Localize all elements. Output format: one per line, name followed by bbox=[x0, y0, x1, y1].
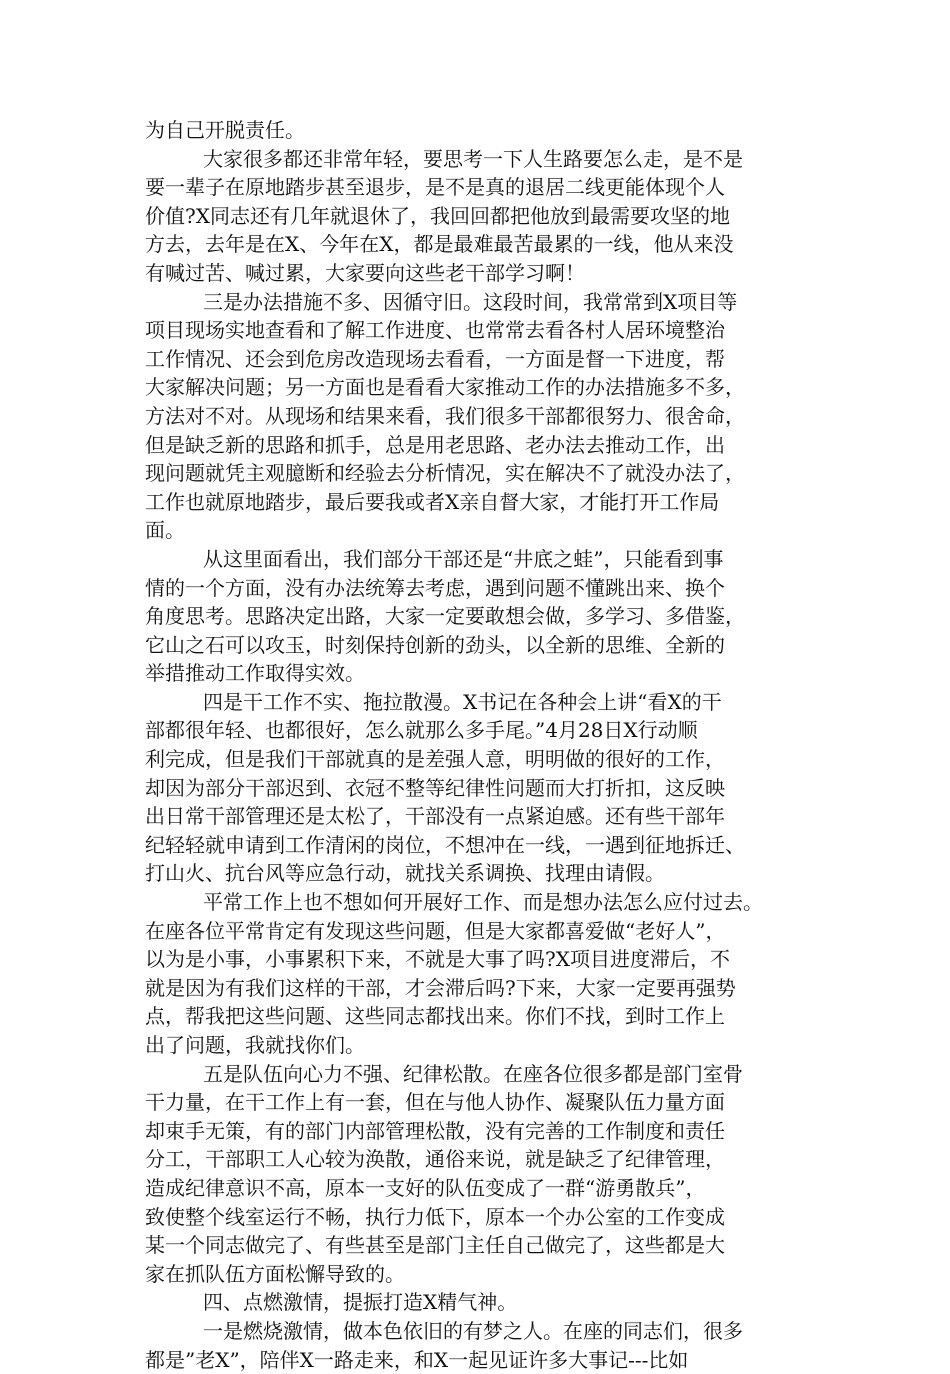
document-body bbox=[145, 116, 809, 1374]
text-line: 举措推动工作取得实效。 bbox=[145, 661, 365, 686]
text-line: 部都很年轻、也都很好，怎么就那么多手尾。”4月28日X行动顺 bbox=[145, 718, 698, 743]
text-line: 角度思考。思路决定出路，大家一定要敢想会做，多学习、多借鉴， bbox=[145, 604, 745, 629]
section-heading: 四、点燃激情，提振打造X精气神。 bbox=[203, 1290, 518, 1315]
text-line: 却因为部分干部迟到、衣冠不整等纪律性问题而大打折扣，这反映 bbox=[145, 775, 725, 800]
paragraph-start-line: 平常工作上也不想如何开展好工作、而是想办法怎么应付过去。 bbox=[203, 890, 763, 915]
text-line: 却束手无策，有的部门内部管理松散，没有完善的工作制度和责任 bbox=[145, 1118, 725, 1143]
text-line: 致使整个线室运行不畅，执行力低下，原本一个办公室的工作变成 bbox=[145, 1204, 725, 1229]
text-line: 点，帮我把这些问题、这些同志都找出来。你们不找，到时工作上 bbox=[145, 1004, 725, 1029]
text-line: 家在抓队伍方面松懈导致的。 bbox=[145, 1261, 405, 1286]
text-line: 大家解决问题；另一方面也是看看大家推动工作的办法措施多不多， bbox=[145, 375, 745, 400]
text-line: 现问题就凭主观臆断和经验去分析情况，实在解决不了就没办法了， bbox=[145, 461, 745, 486]
text-line: 打山火、抗台风等应急行动，就找关系调换、找理由请假。 bbox=[145, 861, 665, 886]
paragraph-start-line: 从这里面看出，我们部分干部还是“井底之蛙”，只能看到事 bbox=[203, 546, 724, 571]
text-line: 出日常干部管理还是太松了，干部没有一点紧迫感。还有些干部年 bbox=[145, 804, 725, 829]
text-line: 情的一个方面，没有办法统筹去考虑，遇到问题不懂跳出来、换个 bbox=[145, 575, 725, 600]
text-line: 利完成，但是我们干部就真的是差强人意，明明做的很好的工作， bbox=[145, 747, 725, 772]
text-line: 工作情况、还会到危房改造现场去看看，一方面是督一下进度，帮 bbox=[145, 346, 725, 371]
paragraph-start-line: 大家很多都还非常年轻，要思考一下人生路要怎么走，是不是 bbox=[203, 146, 743, 171]
text-line: 要一辈子在原地踏步甚至退步，是不是真的退居二线更能体现个人 bbox=[145, 175, 725, 200]
text-line: 纪轻轻就申请到工作清闲的岗位，不想冲在一线，一遇到征地拆迁、 bbox=[145, 832, 745, 857]
text-line: 在座各位平常肯定有发现这些问题，但是大家都喜爱做“老好人”， bbox=[145, 918, 726, 943]
text-line: 都是”老X”，陪伴X一路走来，和X一起见证许多大事记---比如 bbox=[145, 1347, 689, 1372]
paragraph-start-line: 四是干工作不实、拖拉散漫。X书记在各种会上讲“看X的干 bbox=[203, 689, 722, 714]
text-line: 项目现场实地查看和了解工作进度、也常常去看各村人居环境整治 bbox=[145, 318, 725, 343]
text-line: 面。 bbox=[145, 518, 185, 543]
text-line: 它山之石可以攻玉，时刻保持创新的劲头，以全新的思维、全新的 bbox=[145, 632, 725, 657]
text-line: 某一个同志做完了、有些甚至是部门主任自己做完了，这些都是大 bbox=[145, 1233, 725, 1258]
text-line: 方法对不对。从现场和结果来看，我们很多干部都很努力、很舍命， bbox=[145, 403, 745, 428]
paragraph-start-line: 一是燃烧激情，做本色依旧的有梦之人。在座的同志们，很多 bbox=[203, 1318, 743, 1343]
text-line: 以为是小事，小事累积下来，不就是大事了吗?X项目进度滞后，不 bbox=[145, 947, 730, 972]
text-line: 方去，去年是在X、今年在X，都是最难最苦最累的一线，他从来没 bbox=[145, 232, 734, 257]
text-line: 干力量，在干工作上有一套，但在与他人协作、凝聚队伍力量方面 bbox=[145, 1090, 725, 1115]
text-line: 分工，干部职工人心较为涣散，通俗来说，就是缺乏了纪律管理， bbox=[145, 1147, 725, 1172]
text-line: 有喊过苦、喊过累，大家要向这些老干部学习啊！ bbox=[145, 260, 585, 285]
text-line: 出了问题，我就找你们。 bbox=[145, 1033, 365, 1057]
text-line: 工作也就原地踏步，最后要我或者X亲自督大家，才能打开工作局 bbox=[145, 489, 720, 514]
paragraph-start-line: 五是队伍向心力不强、纪律松散。在座各位很多都是部门室骨 bbox=[203, 1061, 743, 1086]
text-line: 但是缺乏新的思路和抓手，总是用老思路、老办法去推动工作，出 bbox=[145, 432, 725, 457]
text-line: 造成纪律意识不高，原本一支好的队伍变成了一群“游勇散兵”， bbox=[145, 1175, 706, 1200]
paragraph-start-line: 三是办法措施不多、因循守旧。这段时间，我常常到X项目等 bbox=[203, 289, 738, 314]
text-line: 价值?X同志还有几年就退休了，我回回都把他放到最需要攻坚的地 bbox=[145, 203, 730, 228]
text-line: 为自己开脱责任。 bbox=[145, 118, 305, 142]
text-line: 就是因为有我们这样的干部，才会滞后吗?下来，大家一定要再强势 bbox=[145, 975, 736, 1000]
